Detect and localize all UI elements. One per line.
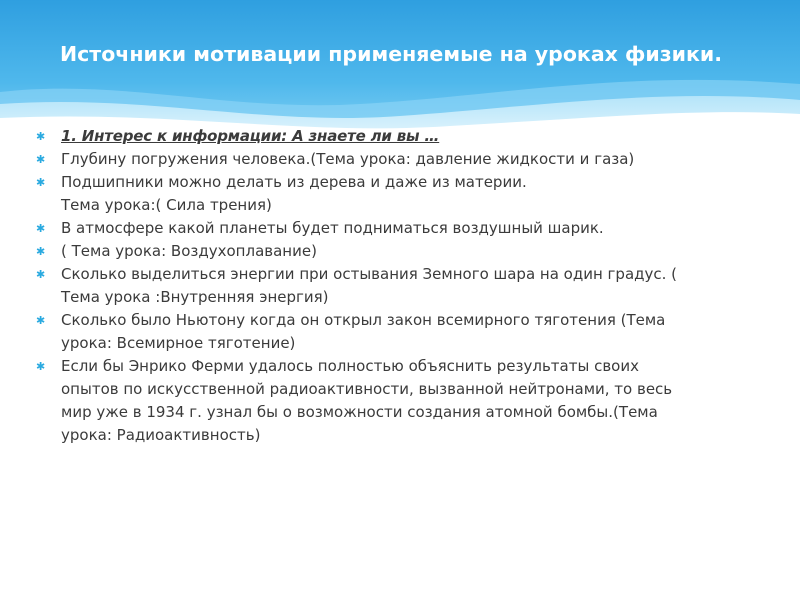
bullet-star-icon: ✱ bbox=[36, 130, 46, 143]
bullet-item bbox=[36, 217, 776, 240]
bullet-text: ( Тема урока: Воздухоплавание) bbox=[61, 242, 317, 260]
bullet-item bbox=[36, 263, 776, 309]
bullet-star-icon: ✱ bbox=[36, 245, 46, 258]
bullet-star-icon: ✱ bbox=[36, 153, 46, 166]
bullet-text: Сколько выделиться энергии при остывания Земного шара на один градус. ( bbox=[61, 265, 678, 283]
bullet-star-icon: ✱ bbox=[36, 176, 46, 189]
bullet-text: 1. Интерес к информации: А знаете ли вы … bbox=[61, 127, 440, 145]
bullet-item bbox=[36, 309, 776, 355]
bullet-item bbox=[36, 240, 776, 263]
bullet-text: Тема урока:( Сила трения) bbox=[61, 196, 272, 214]
bullet-item bbox=[36, 171, 776, 217]
bullet-star-icon: ✱ bbox=[36, 268, 46, 281]
bullet-star-icon: ✱ bbox=[36, 222, 46, 235]
slide-title: Источники мотивации применяемые на уроках физики. bbox=[60, 42, 723, 66]
bullet-text: опытов по искусственной радиоактивности, вызванной нейтронами, то весь bbox=[61, 380, 673, 398]
bullet-item bbox=[36, 125, 776, 148]
bullet-list bbox=[36, 125, 776, 447]
bullet-item bbox=[36, 148, 776, 171]
bullet-text: В атмосфере какой планеты будет подниматься воздушный шарик. bbox=[61, 219, 604, 237]
bullet-text: мир уже в 1934 г. узнал бы о возможности создания атомной бомбы.(Тема bbox=[61, 403, 658, 421]
bullet-star-icon: ✱ bbox=[36, 314, 46, 327]
bullet-text: Тема урока :Внутренняя энергия) bbox=[61, 288, 329, 306]
bullet-text: Сколько было Ньютону когда он открыл закон всемирного тяготения (Тема bbox=[61, 311, 666, 329]
bullet-item bbox=[36, 355, 776, 447]
bullet-text: урока: Всемирное тяготение) bbox=[61, 334, 296, 352]
bullet-star-icon: ✱ bbox=[36, 360, 46, 373]
bullet-text: Если бы Энрико Ферми удалось полностью объяснить результаты своих bbox=[61, 357, 639, 375]
bullet-text: Глубину погружения человека.(Тема урока: давление жидкости и газа) bbox=[61, 150, 635, 168]
bullet-text: урока: Радиоактивность) bbox=[61, 426, 261, 444]
bullet-text: Подшипники можно делать из дерева и даже из материи. bbox=[61, 173, 527, 191]
